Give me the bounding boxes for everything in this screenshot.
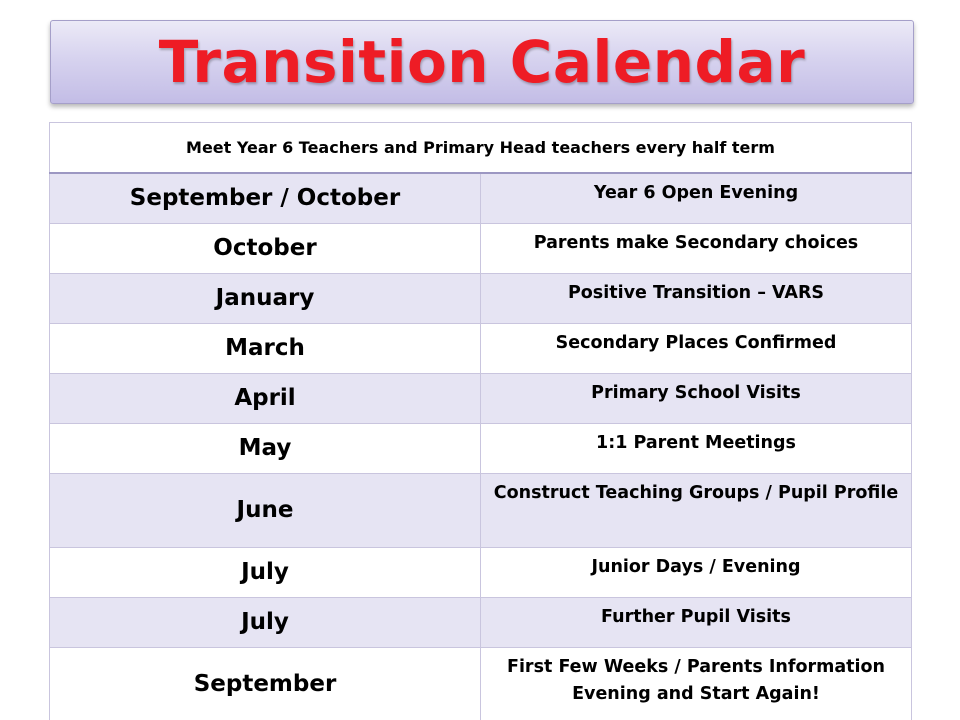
table-row [50,373,912,423]
table-row [50,547,912,597]
table-header-row [50,123,912,174]
activity-cell: First Few Weeks / Parents Information Evening and Start Again! [481,647,912,720]
month-cell: October [50,223,481,273]
transition-calendar-table [49,122,912,720]
month-cell: September / October [50,173,481,223]
activity-cell: Junior Days / Evening [481,547,912,597]
table-row [50,223,912,273]
activity-cell: Primary School Visits [481,373,912,423]
month-cell: January [50,273,481,323]
month-cell: April [50,373,481,423]
table-row [50,423,912,473]
month-cell: July [50,547,481,597]
table-row [50,323,912,373]
activity-cell: 1:1 Parent Meetings [481,423,912,473]
page-title: Transition Calendar [158,28,806,96]
table-row [50,273,912,323]
title-banner [50,20,914,104]
month-cell: June [50,473,481,547]
activity-cell: Parents make Secondary choices [481,223,912,273]
table-row [50,647,912,720]
table-row [50,597,912,647]
table-row [50,173,912,223]
activity-cell: Year 6 Open Evening [481,173,912,223]
activity-cell: Secondary Places Confirmed [481,323,912,373]
month-cell: September [50,647,481,720]
month-cell: May [50,423,481,473]
month-cell: March [50,323,481,373]
activity-cell: Positive Transition – VARS [481,273,912,323]
table-header: Meet Year 6 Teachers and Primary Head teachers every half term [50,123,912,174]
month-cell: July [50,597,481,647]
activity-cell: Further Pupil Visits [481,597,912,647]
activity-cell: Construct Teaching Groups / Pupil Profile [481,473,912,547]
table-row [50,473,912,547]
